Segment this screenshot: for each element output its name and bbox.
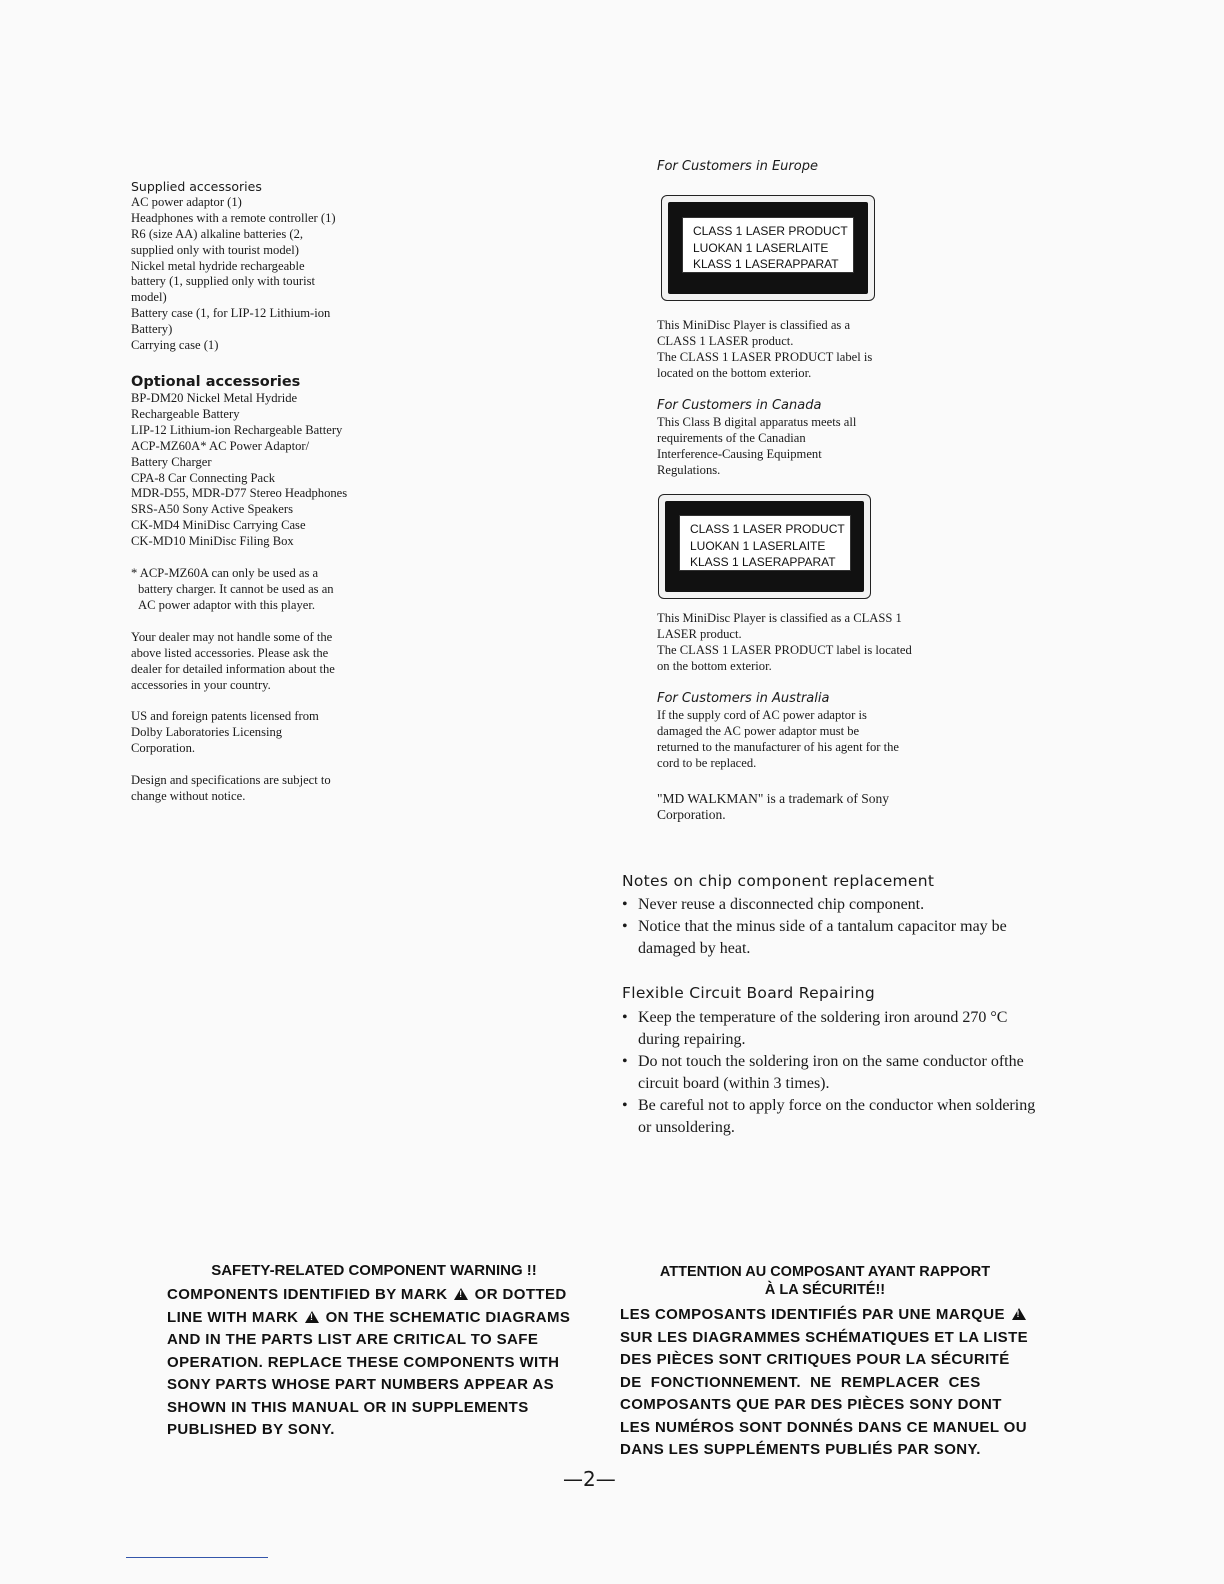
warning-line: DE FONCTIONNEMENT. NE REMPLACER CES [620, 1373, 981, 1391]
text-line: CLASS 1 LASER product. [657, 333, 794, 348]
warning-line: PUBLISHED BY SONY. [167, 1421, 335, 1438]
text-line: returned to the manufacturer of his agent for the [657, 739, 899, 754]
safety-warning-en [167, 1262, 577, 1442]
text-line: US and foreign patents licensed from [131, 709, 319, 724]
bullet-text: damaged by heat. [638, 940, 751, 957]
text-line: Design and specifications are subject to [131, 773, 331, 788]
footer-rule [126, 1557, 268, 1558]
safety-warning-fr [620, 1263, 1030, 1462]
text-line: This Class B digital apparatus meets all [657, 415, 857, 429]
text-line: This MiniDisc Player is classified as a CLASS 1 [657, 611, 902, 625]
warning-text: LINE WITH MARK [167, 1308, 299, 1326]
warning-line: LES NUMÉROS SONT DONNÉS DANS CE MANUEL OU [620, 1418, 1027, 1436]
chip-notes-heading: Notes on chip component replacement [622, 872, 935, 890]
warning-line [620, 1304, 1030, 1327]
list-item [622, 916, 1072, 960]
footnote-line: * ACP-MZ60A can only be used as a [131, 566, 319, 581]
warning-line [167, 1284, 577, 1307]
text-line: Dolby Laboratories Licensing [131, 725, 283, 740]
list-item: CK-MD10 MiniDisc Filing Box [131, 534, 294, 549]
list-item: supplied only with tourist model) [131, 242, 299, 257]
list-item: Nickel metal hydride rechargeable [131, 258, 305, 273]
text-line: "MD WALKMAN" is a trademark of Sony [657, 791, 889, 806]
text-line: The CLASS 1 LASER PRODUCT label is [657, 349, 873, 364]
list-item: SRS-A50 Sony Active Speakers [131, 502, 293, 517]
text-line: on the bottom exterior. [657, 658, 772, 673]
list-item: battery (1, supplied only with tourist [131, 274, 315, 289]
footnote-line: battery charger. It cannot be used as an [138, 581, 334, 596]
list-item: MDR-D55, MDR-D77 Stereo Headphones [131, 486, 348, 501]
label-line: CLASS 1 LASER PRODUCT [693, 224, 848, 238]
text-line: This MiniDisc Player is classified as a [657, 318, 851, 332]
warning-text: LES COMPOSANTS IDENTIFIÉS PAR UNE MARQUE [620, 1306, 1005, 1323]
bullet-text: circuit board (within 3 times). [638, 1075, 830, 1092]
caution-triangle-icon [1012, 1308, 1026, 1320]
label-text-box [679, 515, 851, 571]
bullet-text: or unsoldering. [638, 1119, 735, 1136]
supplied-accessories-section [131, 179, 391, 354]
warning-title: SAFETY-RELATED COMPONENT WARNING !! [211, 1262, 537, 1279]
list-item: AC power adaptor (1) [131, 194, 242, 209]
list-item: CPA-8 Car Connecting Pack [131, 470, 276, 485]
bullet-text: • Notice that the minus side of a tantalum capacitor may be [638, 918, 1007, 935]
bullet-text: • Never reuse a disconnected chip component. [638, 896, 925, 913]
text-line: above listed accessories. Please ask the [131, 645, 329, 660]
text-line: change without notice. [131, 789, 246, 804]
text-line: dealer for detailed information about the [131, 661, 335, 676]
warning-line: SUR LES DIAGRAMMES SCHÉMATIQUES ET LA LISTE [620, 1328, 1029, 1346]
laser-label-canada [658, 494, 871, 599]
warning-line: SONY PARTS WHOSE PART NUMBERS APPEAR AS [167, 1376, 555, 1393]
text-line: cord to be replaced. [657, 755, 757, 770]
list-item [622, 1051, 1072, 1095]
warning-body [167, 1284, 577, 1442]
trademark-note [657, 791, 947, 823]
warning-title: ATTENTION AU COMPOSANT AYANT RAPPORT [659, 1264, 991, 1280]
list-item: Battery) [131, 322, 173, 337]
label-line: CLASS 1 LASER PRODUCT [690, 522, 845, 536]
warning-line: AND IN THE PARTS LIST ARE CRITICAL TO SAFE [167, 1331, 539, 1348]
flex-board-section [622, 982, 1072, 1139]
text-line: LASER product. [657, 626, 742, 641]
page-number: —2— [563, 1467, 616, 1491]
text-line: accessories in your country. [131, 677, 271, 692]
list-item: LIP-12 Lithium-ion Rechargeable Battery [131, 422, 343, 437]
list-item: BP-DM20 Nickel Metal Hydride [131, 391, 298, 405]
text-line: Corporation. [657, 806, 726, 822]
bullet-text: • Do not touch the soldering iron on the same conductor ofthe [638, 1053, 1024, 1070]
footnote-line: AC power adaptor with this player. [138, 597, 315, 612]
flex-board-heading: Flexible Circuit Board Repairing [622, 984, 876, 1002]
canada-heading: For Customers in Canada [657, 398, 822, 413]
laser-label-europe [661, 195, 875, 301]
footnote [131, 566, 391, 614]
optional-accessories-section [131, 373, 391, 805]
text-line: located on the bottom exterior. [657, 365, 812, 380]
text-line: Corporation. [131, 741, 196, 756]
canada-label-text [657, 611, 947, 675]
chip-notes-section [622, 870, 1072, 960]
patents-note [131, 709, 391, 757]
text-line: requirements of the Canadian [657, 430, 806, 445]
list-item: Rechargeable Battery [131, 406, 240, 421]
caution-triangle-icon [305, 1311, 319, 1323]
warning-text: OR DOTTED [474, 1286, 567, 1303]
warning-line [167, 1307, 577, 1330]
label-line: LUOKAN 1 LASERLAITE [693, 240, 829, 255]
list-item [622, 894, 1072, 916]
bullet-text: • Keep the temperature of the soldering iron around 270 °C [638, 1009, 1008, 1026]
supplied-accessories-heading: Supplied accessories [131, 179, 262, 194]
canada-text [657, 415, 917, 479]
list-item [622, 1007, 1072, 1051]
list-item: model) [131, 290, 167, 305]
warning-line: SHOWN IN THIS MANUAL OR IN SUPPLEMENTS [167, 1398, 529, 1416]
list-item [622, 1095, 1072, 1139]
label-text-box [682, 217, 854, 273]
bullet-text: • Be careful not to apply force on the conductor when soldering [638, 1097, 1036, 1114]
text-line: If the supply cord of AC power adaptor is [657, 708, 867, 722]
text-line: Your dealer may not handle some of the [131, 629, 333, 644]
warning-text: ON THE SCHEMATIC DIAGRAMS [325, 1308, 571, 1326]
list-item: ACP-MZ60A* AC Power Adaptor/ [131, 438, 310, 453]
list-item: Battery Charger [131, 454, 212, 469]
text-line: damaged the AC power adaptor must be [657, 723, 860, 738]
optional-accessories-heading: Optional accessories [131, 374, 301, 390]
australia-heading: For Customers in Australia [657, 691, 830, 706]
warning-text: COMPONENTS IDENTIFIED BY MARK [167, 1286, 448, 1303]
list-item: R6 (size AA) alkaline batteries (2, [131, 226, 304, 241]
australia-text [657, 708, 947, 772]
list-item: Headphones with a remote controller (1) [131, 210, 336, 225]
text-line: Regulations. [657, 462, 721, 477]
text-line: The CLASS 1 LASER PRODUCT label is located [657, 642, 912, 657]
design-note [131, 773, 391, 805]
list-item: Battery case (1, for LIP-12 Lithium-ion [131, 306, 331, 321]
warning-title: À LA SÉCURITÉ!! [764, 1282, 886, 1298]
warning-line: COMPOSANTS QUE PAR DES PIÈCES SONY DONT [620, 1396, 1002, 1413]
warning-line: DANS LES SUPPLÉMENTS PUBLIÉS PAR SONY. [620, 1441, 981, 1458]
label-line: KLASS 1 LASERAPPARAT [690, 555, 836, 569]
warning-line: OPERATION. REPLACE THESE COMPONENTS WITH [167, 1353, 560, 1371]
label-line: KLASS 1 LASERAPPARAT [693, 257, 839, 271]
text-line: Interference-Causing Equipment [657, 446, 822, 461]
warning-body [620, 1304, 1030, 1462]
caution-triangle-icon [454, 1288, 468, 1300]
bullet-text: during repairing. [638, 1031, 746, 1048]
list-item: Carrying case (1) [131, 338, 219, 353]
dealer-note [131, 630, 391, 694]
europe-text [657, 318, 917, 382]
europe-heading: For Customers in Europe [657, 159, 818, 174]
warning-line: DES PIÈCES SONT CRITIQUES POUR LA SÉCURITÉ [620, 1351, 1010, 1368]
list-item: CK-MD4 MiniDisc Carrying Case [131, 518, 306, 533]
label-line: LUOKAN 1 LASERLAITE [690, 538, 826, 553]
